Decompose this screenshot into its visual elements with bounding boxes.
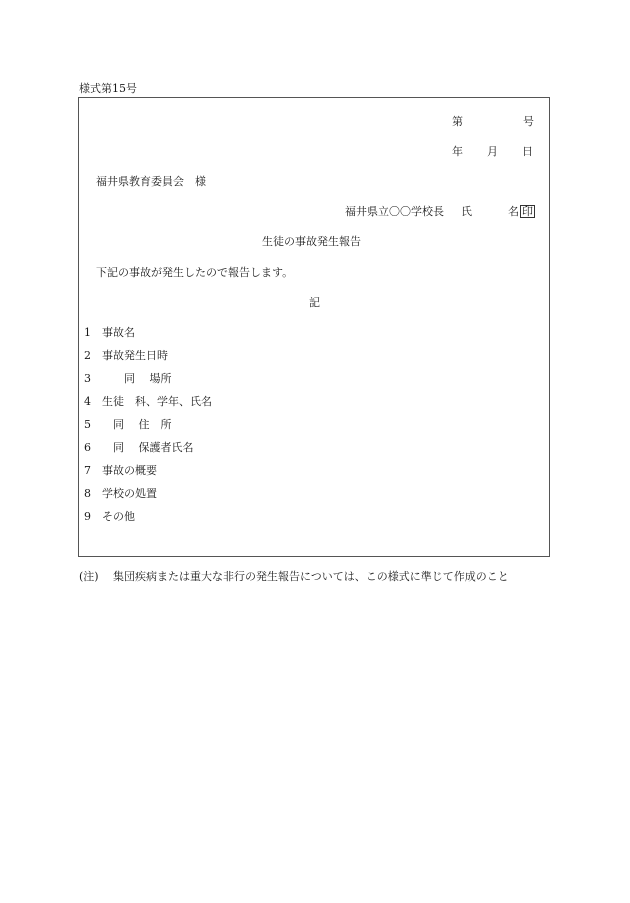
note-text: 集団疾病または重大な非行の発生報告については、この様式に準じて作成のこと <box>113 570 509 583</box>
sender-name-label-2: 名 <box>508 205 519 218</box>
list-item: 8 学校の処置 <box>84 487 157 500</box>
list-item: 4 生徒 科、学年、氏名 <box>84 395 212 408</box>
date-year: 年 <box>452 145 463 158</box>
list-item: 5 同 住 所 <box>84 418 172 431</box>
date-day: 日 <box>522 145 533 158</box>
intro-text: 下記の事故が発生したので報告します。 <box>96 266 294 279</box>
sender-name-with-seal <box>508 205 535 218</box>
list-item: 6 同 保護者氏名 <box>84 441 194 454</box>
doc-number-prefix: 第 <box>452 115 463 128</box>
seal-mark: 印 <box>522 205 533 218</box>
list-item: 3 同 場所 <box>84 372 172 385</box>
list-item: 9 その他 <box>84 510 135 523</box>
ki-marker: 記 <box>309 296 320 309</box>
sender-school: 福井県立〇〇学校長 <box>345 205 444 218</box>
date-month: 月 <box>487 145 498 158</box>
doc-number-suffix: 号 <box>523 115 534 128</box>
document-title: 生徒の事故発生報告 <box>262 235 361 248</box>
sender-name-label-1: 氏 <box>461 205 472 218</box>
list-item: 1 事故名 <box>84 326 135 339</box>
note-label: (注) <box>79 570 99 583</box>
addressee: 福井県教育委員会 様 <box>96 175 206 188</box>
form-number: 様式第15号 <box>79 82 137 95</box>
list-item: 2 事故発生日時 <box>84 349 168 362</box>
list-item: 7 事故の概要 <box>84 464 157 477</box>
